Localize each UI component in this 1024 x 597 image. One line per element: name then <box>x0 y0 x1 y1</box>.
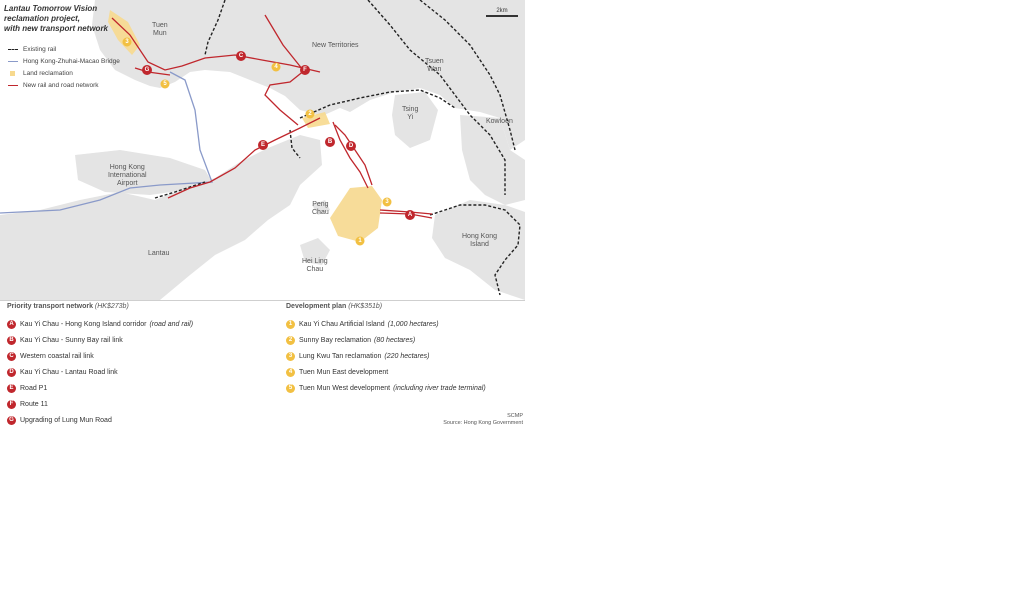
transport-item <box>7 364 237 380</box>
blue-line-icon <box>8 61 18 62</box>
transport-list <box>7 316 237 428</box>
development-label: Tuen Mun East development <box>299 368 389 376</box>
legend-existing-rail: Existing rail <box>8 43 120 55</box>
marker-D <box>346 141 356 151</box>
transport-item <box>7 412 237 428</box>
transport-item <box>7 348 237 364</box>
svg-text:F: F <box>303 67 307 73</box>
source-line-2: Source: Hong Kong Government <box>443 420 523 426</box>
svg-text:D: D <box>348 143 354 149</box>
development-badge: 1 <box>286 320 295 329</box>
development-note: (1,000 hectares) <box>387 320 439 328</box>
marker-C <box>236 51 246 61</box>
development-header: Development plan (HK$351b) <box>286 303 383 310</box>
svg-text:3: 3 <box>385 199 389 205</box>
label-airport: Hong Kong International Airport <box>108 164 147 187</box>
label-tsuen-wan: Tsuen Wan <box>425 58 444 73</box>
transport-item <box>7 380 237 396</box>
label-tuen-mun: Tuen Mun <box>152 22 168 37</box>
divider <box>0 300 525 301</box>
svg-text:C: C <box>238 53 244 59</box>
scale-bar-line <box>486 15 518 17</box>
transport-label: Upgrading of Lung Mun Road <box>20 416 112 424</box>
label-peng-chau: Peng Chau <box>312 201 329 216</box>
transport-badge: B <box>7 336 16 345</box>
source-line-1: SCMP <box>507 413 523 419</box>
dashed-line-icon <box>8 49 18 50</box>
legend-bridge: Hong Kong-Zhuhai-Macao Bridge <box>8 55 120 67</box>
transport-label: Route 11 <box>20 400 48 408</box>
svg-text:5: 5 <box>163 81 167 87</box>
svg-text:3: 3 <box>125 39 129 45</box>
scale-label: 2km <box>496 8 508 14</box>
map-legend <box>8 43 120 91</box>
label-new-territories: New Territories <box>312 42 359 49</box>
transport-label: Kau Yi Chau - Sunny Bay rail link <box>20 336 123 344</box>
development-badge: 5 <box>286 384 295 393</box>
marker-4 <box>272 63 281 72</box>
svg-text:G: G <box>144 67 150 73</box>
development-panel <box>286 303 516 396</box>
label-hong-kong-island: Hong Kong Island <box>462 233 498 248</box>
source-note <box>443 413 523 427</box>
yellow-square-icon <box>10 71 15 76</box>
red-line-icon <box>8 85 18 86</box>
transport-label: Road P1 <box>20 384 48 392</box>
legend-new-network: New rail and road network <box>8 79 120 91</box>
scale-bar <box>486 8 518 17</box>
development-item <box>286 380 516 396</box>
marker-2 <box>306 110 315 119</box>
label-tsing-yi: Tsing Yi <box>402 106 419 121</box>
development-item <box>286 316 516 332</box>
marker-3b <box>123 38 132 47</box>
transport-badge: G <box>7 416 16 425</box>
transport-label: Kau Yi Chau - Hong Kong Island corridor <box>20 320 147 328</box>
svg-text:2: 2 <box>308 111 312 117</box>
marker-1 <box>356 237 365 246</box>
svg-text:A: A <box>407 212 413 218</box>
marker-E <box>258 140 268 150</box>
development-badge: 2 <box>286 336 295 345</box>
svg-text:1: 1 <box>358 238 362 244</box>
development-item <box>286 348 516 364</box>
kau-yi-chau-island <box>330 186 382 242</box>
transport-item <box>7 316 237 332</box>
development-item <box>286 332 516 348</box>
development-note: (including river trade terminal) <box>393 384 486 392</box>
development-note: (80 hectares) <box>373 336 416 344</box>
label-lantau: Lantau <box>148 250 170 257</box>
development-list <box>286 316 516 396</box>
transport-badge: C <box>7 352 16 361</box>
marker-5 <box>161 80 170 89</box>
transport-header: Priority transport network (HK$273b) <box>7 303 129 310</box>
development-label: Lung Kwu Tan reclamation <box>299 352 382 360</box>
marker-G <box>142 65 152 75</box>
transport-badge: A <box>7 320 16 329</box>
development-label: Sunny Bay reclamation <box>299 336 371 344</box>
label-kowloon: Kowloon <box>486 118 513 125</box>
development-label: Kau Yi Chau Artificial Island <box>299 320 385 328</box>
development-label: Tuen Mun West development <box>299 384 391 392</box>
transport-panel <box>7 303 237 428</box>
transport-badge: E <box>7 384 16 393</box>
development-note: (220 hectares) <box>384 352 430 360</box>
development-badge: 4 <box>286 368 295 377</box>
marker-A <box>405 210 415 220</box>
transport-note: (road and rail) <box>149 320 194 328</box>
marker-3 <box>383 198 392 207</box>
marker-B <box>325 137 335 147</box>
svg-text:4: 4 <box>274 64 278 70</box>
svg-text:B: B <box>327 139 333 145</box>
svg-text:E: E <box>260 142 266 148</box>
label-hei-ling-chau: Hei Ling Chau <box>302 258 328 273</box>
transport-label: Western coastal rail link <box>20 352 94 360</box>
marker-F <box>300 65 310 75</box>
legend-reclamation: Land reclamation <box>8 67 120 79</box>
transport-item <box>7 332 237 348</box>
transport-item <box>7 396 237 412</box>
transport-badge: D <box>7 368 16 377</box>
transport-label: Kau Yi Chau - Lantau Road link <box>20 368 118 376</box>
transport-badge: F <box>7 400 16 409</box>
development-item <box>286 364 516 380</box>
development-badge: 3 <box>286 352 295 361</box>
map-title: Lantau Tomorrow Vision reclamation project, with new transport network <box>4 4 109 33</box>
